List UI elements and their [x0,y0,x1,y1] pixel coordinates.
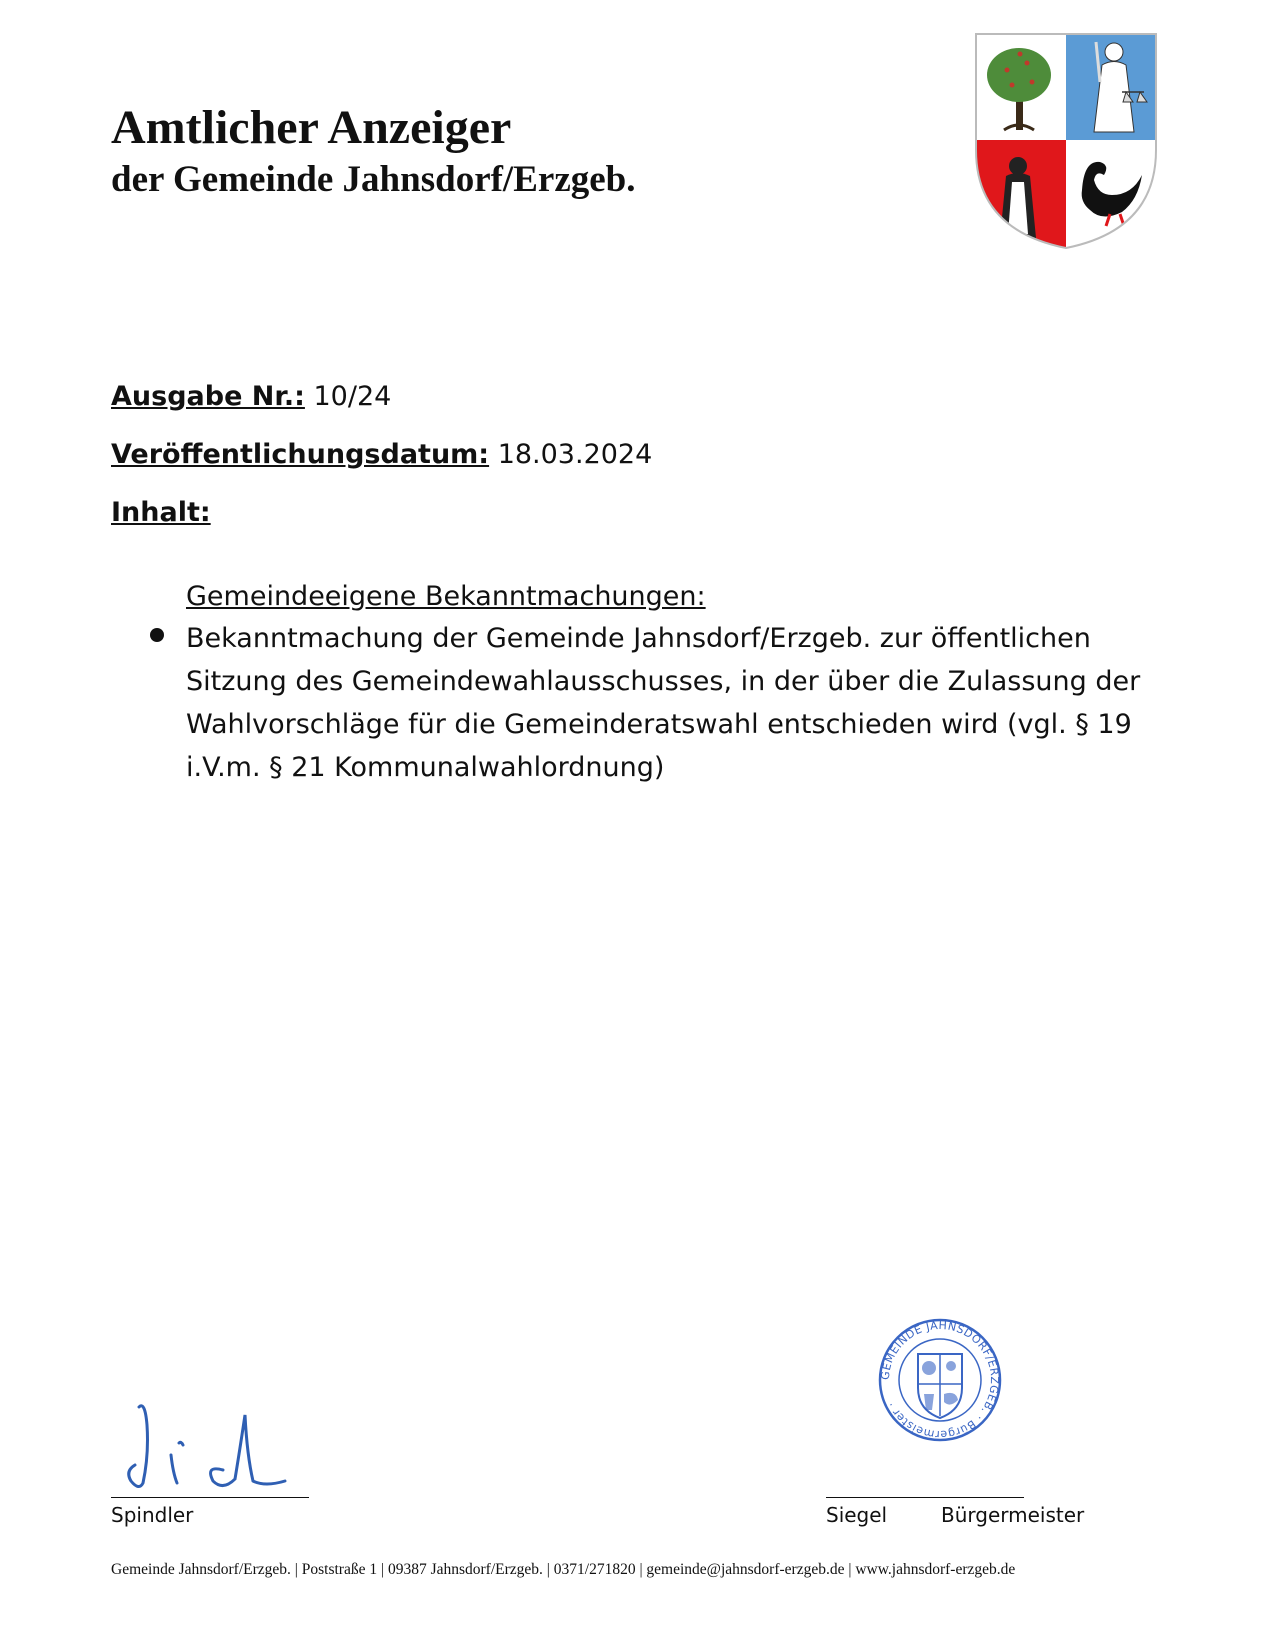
official-stamp-icon [876,1316,1004,1444]
signer-name: Spindler [111,1503,194,1527]
publication-date-label: Veröffentlichungsdatum: [111,439,490,470]
contents-section-title: Gemeindeeigene Bekanntmachungen: [186,581,706,612]
seal-label: Siegel [826,1503,888,1527]
page-title: Amtlicher Anzeiger [111,101,512,154]
footer-contact: Gemeinde Jahnsdorf/Erzgeb. | Poststraße 1 | 09387 Jahnsdorf/Erzgeb. | 0371/271820 | gemeinde@jahnsdorf-erzgeb.de | www.jahnsdorf-erzgeb.de [111,1561,1016,1578]
signature-line-left [111,1497,309,1498]
contents-line [111,496,211,530]
contents-label: Inhalt: [111,497,211,528]
stamp-text: GEMEINDE JAHNSDORF/ERZGEB. · Bürgermeister · [878,1318,1002,1442]
mayor-role-label: Bürgermeister [941,1503,1085,1527]
issue-value: 10/24 [313,381,392,412]
bullet-dot-icon [150,628,164,642]
contents-item: Bekanntmachung der Gemeinde Jahnsdorf/Erzgeb. zur öffentlichen Sitzung des Gemeindewahlausschusses, in der über die Zulassung der Wahlvorschläge für die Gemeinderatswahl entschieden wird (vgl. § 19 i.V.m. § 21 Kommunalwahlordnung) [186,623,1141,783]
page-subtitle: der Gemeinde Jahnsdorf/Erzgeb. [111,159,636,200]
signature-icon [115,1395,315,1495]
publication-date-value: 18.03.2024 [497,439,653,470]
signature-line-right [826,1497,1024,1498]
coat-of-arms-icon [972,30,1160,252]
publication-date-line [111,438,652,472]
issue-line [111,380,391,414]
issue-label: Ausgabe Nr.: [111,381,305,412]
